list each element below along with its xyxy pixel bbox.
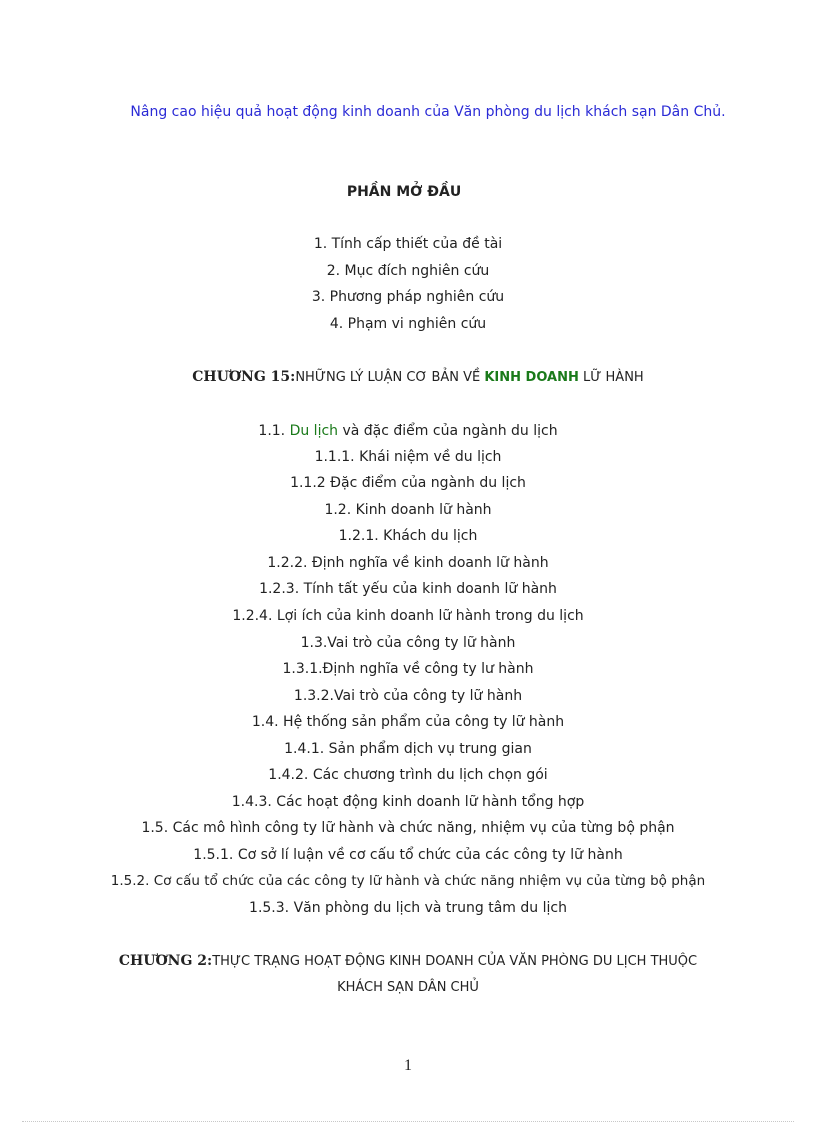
chapter-2-label: CHƯƠNG 2: xyxy=(118,953,213,969)
toc-item: 1.5. Các mô hình công ty lữ hành và chức năng, nhiệm vụ của từng bộ phận xyxy=(141,820,675,836)
toc-item-rest: và đặc điểm của ngành du lịch xyxy=(338,423,558,439)
toc-item: 1.2.2. Định nghĩa về kinh doanh lữ hành xyxy=(267,555,549,571)
document-title: Nâng cao hiệu quả hoạt động kinh doanh của Văn phòng du lịch khách sạn Dân Chủ. xyxy=(130,104,726,120)
toc-item: 1.3.Vai trò của công ty lữ hành xyxy=(300,635,516,651)
toc-item: 1.2. Kinh doanh lữ hành xyxy=(324,502,492,518)
chapter-1-title-end: LỮ HÀNH xyxy=(578,370,644,385)
toc-item: 1.5.2. Cơ cấu tổ chức của các công ty lữ hành và chức năng nhiệm vụ của từng bộ phận xyxy=(110,873,706,889)
toc-item: 1.2.4. Lợi ích của kinh doanh lữ hành trong du lịch xyxy=(232,608,584,624)
chapter-2-heading xyxy=(0,952,816,971)
chapter-1-heading xyxy=(10,368,816,387)
intro-heading: PHẦN MỞ ĐẦU xyxy=(346,184,462,200)
toc-item: 1.5.1. Cơ sở lí luận về cơ cấu tổ chức của các công ty lữ hành xyxy=(193,847,623,863)
toc-item xyxy=(0,422,816,440)
toc-item: 1.5.3. Văn phòng du lịch và trung tâm du lịch xyxy=(249,900,567,916)
toc-item: 1.4. Hệ thống sản phẩm của công ty lữ hành xyxy=(251,714,565,730)
toc-item: 1.4.3. Các hoạt động kinh doanh lữ hành tổng hợp xyxy=(231,794,585,810)
toc-item: 1.2.1. Khách du lịch xyxy=(338,528,478,544)
intro-item: 4. Phạm vi nghiên cứu xyxy=(329,316,487,332)
page-bottom-divider xyxy=(22,1121,794,1122)
toc-item: 1.3.2.Vai trò của công ty lữ hành xyxy=(293,688,523,704)
chapter-1-title-highlight: KINH DOANH xyxy=(484,370,579,385)
intro-item: 1. Tính cấp thiết của đề tài xyxy=(313,236,503,252)
chapter-2-title-line-1: THỰC TRẠNG HOẠT ĐỘNG KINH DOANH CỦA VĂN PHÒNG DU LỊCH THUỘC xyxy=(212,954,698,969)
intro-item: 2. Mục đích nghiên cứu xyxy=(326,263,490,279)
intro-item: 3. Phương pháp nghiên cứu xyxy=(311,289,505,305)
chapter-2-title-line-2: KHÁCH SẠN DÂN CHỦ xyxy=(337,980,479,995)
toc-item: 1.4.2. Các chương trình du lịch chọn gói xyxy=(268,767,548,783)
page-number: 1 xyxy=(404,1057,412,1074)
toc-item-highlight: Du lịch xyxy=(289,423,339,439)
chapter-1-title-start: NHỮNG LÝ LUẬN CƠ BẢN VỀ xyxy=(295,370,485,385)
toc-item: 1.1.1. Khái niệm về du lịch xyxy=(314,449,502,465)
toc-item-number: 1.1. xyxy=(258,423,290,439)
toc-item: 1.4.1. Sản phẩm dịch vụ trung gian xyxy=(284,741,532,757)
toc-item: 1.1.2 Đặc điểm của ngành du lịch xyxy=(290,475,526,491)
toc-item: 1.3.1.Định nghĩa về công ty lư hành xyxy=(282,661,534,677)
chapter-1-label: CHƯƠNG 15: xyxy=(192,369,296,385)
toc-item: 1.2.3. Tính tất yếu của kinh doanh lữ hành xyxy=(259,581,557,597)
